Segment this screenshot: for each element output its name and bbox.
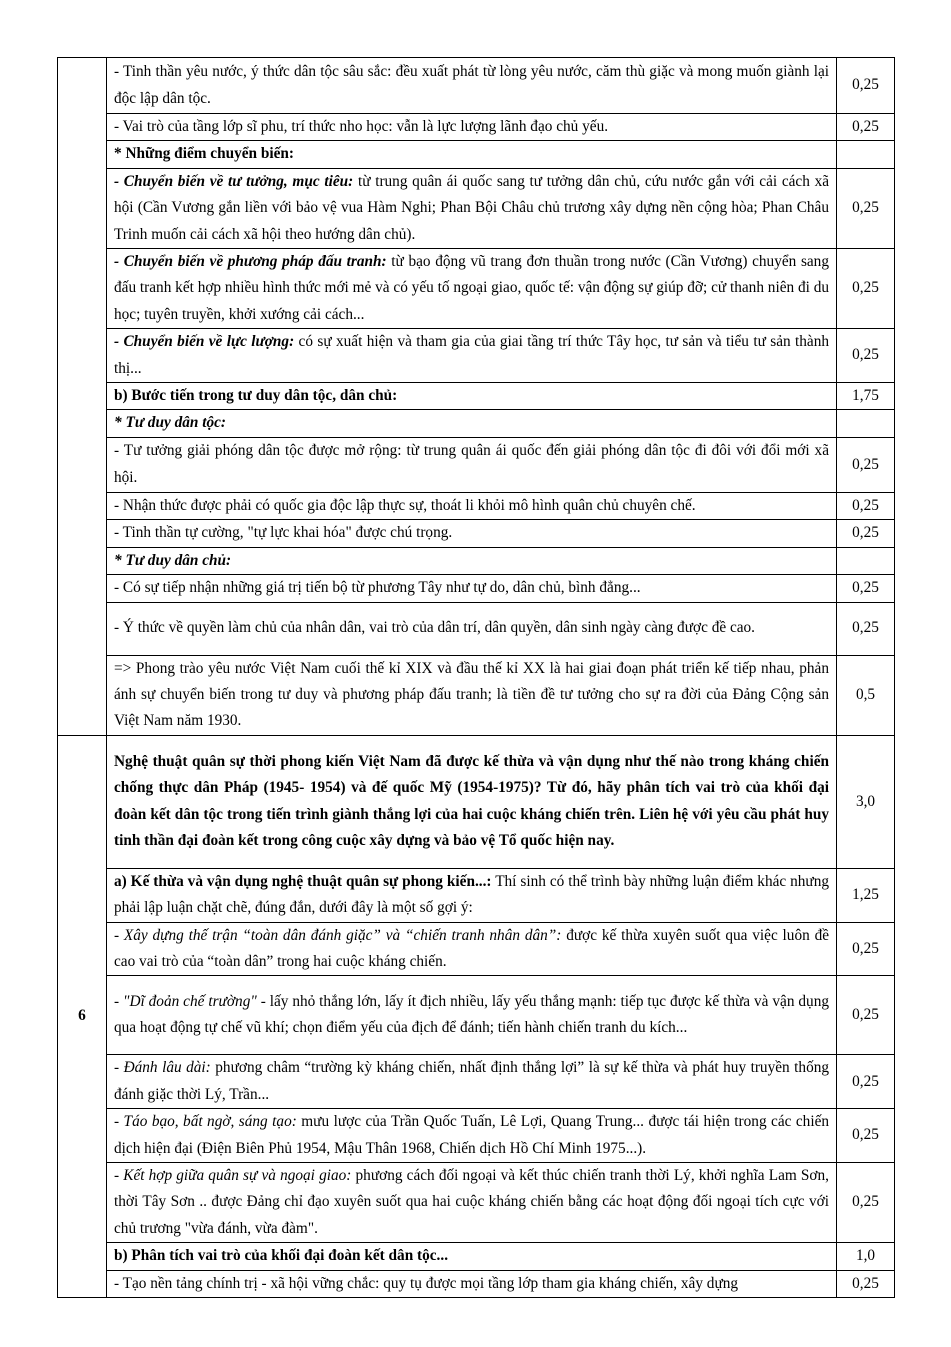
score-cell [837, 410, 895, 437]
text-run: - Có sự tiếp nhận những giá trị tiến bộ từ phương Tây như tự do, dân chủ, bình đẳng... [114, 579, 641, 597]
text-run: - Kết hợp giữa quân sự và ngoại giao: [114, 1166, 352, 1184]
table-row [58, 141, 895, 168]
criterion-text [107, 868, 837, 922]
score-cell: 3,0 [837, 735, 895, 868]
table-row [58, 1243, 895, 1270]
criterion-text [107, 976, 837, 1055]
text-run: phương cách đối ngoại và kết thúc chiến tranh thời Lý, khởi nghĩa Lam Sơn, thời Tây Sơn .. được Đảng chỉ đạo xuyên suốt qua hai cuộc kháng chiến bằng các hoạt động đối ngoại tích cực với chủ trương "vừa đánh, vừa đàm". [114, 1166, 829, 1237]
table-row [58, 249, 895, 329]
text-run: mưu lược của Trần Quốc Tuấn, Lê Lợi, Quang Trung... được tái hiện trong các chiến dịch hiện đại (Điện Biên Phủ 1954, Mậu Thân 1968, Chiến dịch Hồ Chí Minh 1975...). [114, 1113, 830, 1157]
table-row [58, 976, 895, 1055]
table-row [58, 383, 895, 410]
score-cell: 0,5 [837, 655, 895, 735]
score-cell [837, 547, 895, 574]
score-cell [837, 141, 895, 168]
score-cell: 0,25 [837, 249, 895, 329]
table-row [58, 520, 895, 547]
table-row [58, 1270, 895, 1297]
text-run: - Xây dựng thế trận “toàn dân đánh giặc” và “chiến tranh nhân dân”: [114, 926, 562, 944]
criterion-text [107, 1162, 837, 1242]
score-cell: 0,25 [837, 168, 895, 248]
text-run: - Chuyển biến về phương pháp đấu tranh: [114, 253, 387, 271]
table-row [58, 410, 895, 437]
table-row [58, 114, 895, 141]
text-run: - "Dĩ đoản chế trường" [114, 992, 257, 1010]
criterion-text [107, 1243, 837, 1270]
question-number [58, 58, 107, 736]
text-run: * Tư duy dân tộc: [114, 414, 226, 432]
text-run: a) Kế thừa và vận dụng nghệ thuật quân sự phong kiến...: [114, 872, 492, 890]
criterion-text [107, 114, 837, 141]
text-run: * Những điểm chuyển biến: [114, 145, 295, 163]
criterion-text [107, 520, 837, 547]
table-row [58, 329, 895, 383]
table-row [58, 1162, 895, 1242]
criterion-text [107, 437, 837, 492]
criterion-text [107, 735, 837, 868]
table-row [58, 492, 895, 519]
score-cell: 0,25 [837, 437, 895, 492]
text-run: phương châm “trường kỳ kháng chiến, nhất định thắng lợi” là sự kế thừa và phát huy truyền thống đánh giặc thời Lý, Trần... [114, 1059, 830, 1103]
criterion-text [107, 1109, 837, 1163]
table-row [58, 922, 895, 976]
text-run: * Tư duy dân chủ: [114, 551, 232, 569]
text-run: Thí sinh có thể trình bày những luận điểm khác nhưng phải lập luận chặt chẽ, đúng đắn, dưới đây là một số gợi ý: [114, 872, 830, 917]
criterion-text [107, 329, 837, 383]
score-cell: 1,75 [837, 383, 895, 410]
text-run: từ trung quân ái quốc sang tư tưởng dân chủ, cứu nước gắn với cải cách xã hội (Cần Vương gắn liền với bảo vệ vua Hàm Nghi; Phan Bội Châu chủ trương xây dựng nền cộng hòa; Phan Châu Trinh muốn cải cách xã hội theo hướng dân chủ). [114, 172, 830, 243]
score-cell: 0,25 [837, 1162, 895, 1242]
score-cell: 0,25 [837, 1109, 895, 1163]
text-run: - Tinh thần yêu nước, ý thức dân tộc sâu sắc: đều xuất phát từ lòng yêu nước, căm thù giặc và mong muốn giành lại độc lập dân tộc. [114, 63, 829, 107]
score-cell: 0,25 [837, 602, 895, 655]
table-row [58, 575, 895, 602]
text-run: - Đánh lâu dài: [114, 1059, 211, 1077]
score-cell: 1,0 [837, 1243, 895, 1270]
text-run: - Ý thức về quyền làm chủ của nhân dân, vai trò của dân trí, dân quyền, dân sinh ngày càng được đề cao. [114, 619, 756, 637]
text-run: - Tư tưởng giải phóng dân tộc được mở rộng: từ trung quân ái quốc đến giải phóng dân tộc đi đôi với đổi mới xã hội. [114, 442, 829, 486]
criterion-text [107, 1055, 837, 1109]
table-row [58, 1109, 895, 1163]
text-run: có sự xuất hiện và tham gia của giai tầng trí thức Tây học, tư sản và tiểu tư sản thành thị... [114, 333, 829, 377]
criterion-text [107, 410, 837, 437]
score-cell: 0,25 [837, 976, 895, 1055]
text-run: - Nhận thức được phải có quốc gia độc lập thực sự, thoát li khỏi mô hình quân chủ chuyên chế. [114, 496, 696, 514]
criterion-text [107, 383, 837, 410]
criterion-text [107, 575, 837, 602]
criterion-text [107, 141, 837, 168]
score-cell: 0,25 [837, 492, 895, 519]
table-row [58, 735, 895, 868]
score-cell: 0,25 [837, 575, 895, 602]
table-row [58, 437, 895, 492]
score-cell: 1,25 [837, 868, 895, 922]
text-run: được kế thừa xuyên suốt qua việc luôn đề cao vai trò của “toàn dân” trong hai cuộc kháng chiến. [114, 926, 830, 970]
criterion-text [107, 547, 837, 574]
criterion-text [107, 168, 837, 248]
text-run: Nghệ thuật quân sự thời phong kiến Việt Nam đã được kế thừa và vận dụng như thế nào trong kháng chiến chống thực dân Pháp (1945- 1954) và đế quốc Mỹ (1954-1975)? Từ đó, hãy phân tích vai trò của khối đại đoàn kết dân tộc trong tiến trình giành thắng lợi của hai cuộc kháng chiến trên. Liên hệ với yêu cầu phát huy tinh thần đại đoàn kết trong công cuộc xây dựng và bảo vệ Tổ quốc hiện nay. [114, 752, 829, 850]
text-run: => Phong trào yêu nước Việt Nam cuối thế kỉ XIX và đầu thế kỉ XX là hai giai đoạn phát triển kế tiếp nhau, phản ánh sự chuyển biến trong tư duy và phương pháp đấu tranh; là tiền đề tư tưởng cho sự ra đời của Đảng Cộng sản Việt Nam năm 1930. [114, 659, 829, 730]
table-row [58, 547, 895, 574]
criterion-text [107, 655, 837, 735]
grading-table [57, 57, 895, 1298]
score-cell: 0,25 [837, 1055, 895, 1109]
table-row [58, 868, 895, 922]
text-run: - lấy nhỏ thắng lớn, lấy ít địch nhiều, lấy yếu thắng mạnh: tiếp tục được kế thừa và vận dụng qua hoạt động tự chế vũ khí; chọn điểm yếu của địch để đánh; tiến hành chiến tranh du kích... [114, 992, 829, 1037]
criterion-text [107, 249, 837, 329]
text-run: - Chuyển biến về lực lượng: [114, 333, 295, 351]
text-run: - Táo bạo, bất ngờ, sáng tạo: [114, 1113, 297, 1131]
text-run: b) Bước tiến trong tư duy dân tộc, dân chủ: [114, 387, 398, 405]
table-row [58, 1055, 895, 1109]
criterion-text [107, 922, 837, 976]
text-run: - Tinh thần tự cường, "tự lực khai hóa" được chú trọng. [114, 524, 453, 542]
question-number: 6 [58, 735, 107, 1297]
score-cell: 0,25 [837, 114, 895, 141]
score-cell: 0,25 [837, 58, 895, 114]
text-run: b) Phân tích vai trò của khối đại đoàn kết dân tộc... [114, 1247, 449, 1265]
criterion-text [107, 602, 837, 655]
table-row [58, 168, 895, 248]
text-run: từ bạo động vũ trang đơn thuần trong nước (Cần Vương) chuyển sang đấu tranh kết hợp nhiều hình thức mới mẻ và có yếu tố ngoại giao, quốc tế: vận động sự giúp đỡ; cử thanh niên đi du học; tuyên truyền, khởi xướng cải cách... [114, 253, 829, 323]
score-cell: 0,25 [837, 329, 895, 383]
criterion-text [107, 1270, 837, 1297]
score-cell: 0,25 [837, 1270, 895, 1297]
table-row [58, 58, 895, 114]
score-cell: 0,25 [837, 520, 895, 547]
table-row [58, 602, 895, 655]
score-cell: 0,25 [837, 922, 895, 976]
text-run: - Vai trò của tầng lớp sĩ phu, trí thức nho học: vẫn là lực lượng lãnh đạo chủ yếu. [114, 118, 609, 135]
text-run: - Chuyển biến về tư tưởng, mục tiêu: [114, 172, 354, 190]
criterion-text [107, 492, 837, 519]
criterion-text [107, 58, 837, 114]
table-row [58, 655, 895, 735]
text-run: - Tạo nền tảng chính trị - xã hội vững chắc: quy tụ được mọi tầng lớp tham gia kháng chiến, xây dựng [114, 1274, 739, 1292]
